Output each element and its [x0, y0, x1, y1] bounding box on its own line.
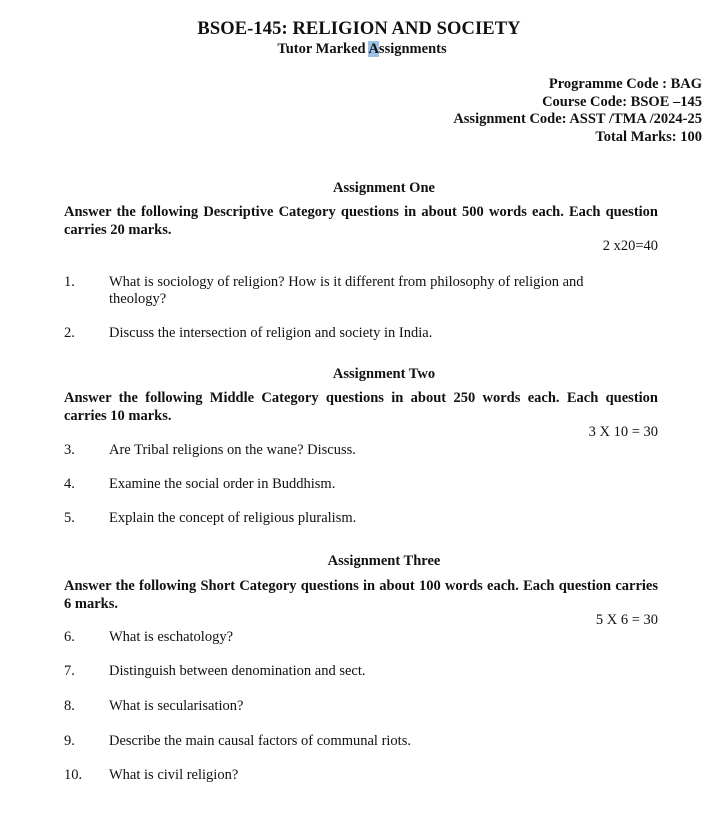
question-number: 2. — [64, 325, 75, 341]
text-selection-highlight: A — [368, 41, 379, 57]
question-number: 10. — [64, 767, 83, 783]
question-text: What is secularisation? — [109, 698, 244, 714]
question-text: Explain the concept of religious pluralism. — [109, 510, 357, 526]
assignment-three-marks: 5 X 6 = 30 — [595, 612, 658, 628]
question-text: What is eschatology? — [109, 629, 234, 645]
question-number: 9. — [64, 733, 75, 749]
question-text: Distinguish between denomination and sect. — [109, 663, 366, 679]
assignment-two-marks: 3 X 10 = 30 — [588, 424, 658, 440]
question-text: What is sociology of religion? How is it different from philosophy of religion and theology? — [109, 274, 584, 307]
assignment-code: Assignment Code: ASST /TMA /2024-25 — [453, 111, 702, 127]
question-text: What is civil religion? — [109, 767, 239, 783]
total-marks: Total Marks: 100 — [595, 128, 702, 145]
assignment-one-heading: Assignment One — [333, 180, 435, 196]
subtitle-text-start: Tutor Marked — [277, 41, 369, 57]
programme-code: Programme Code : BAG — [548, 76, 702, 92]
assignment-three-instruction: Answer the following Short Category questions in about 100 words each. Each question carries 6 marks. — [64, 578, 658, 612]
course-codes-block — [453, 76, 702, 146]
question-number: 7. — [64, 663, 75, 679]
question-number: 8. — [64, 698, 75, 714]
document-subtitle — [0, 41, 718, 58]
question-number: 6. — [64, 629, 75, 645]
document-title: BSOE-145: RELIGION AND SOCIETY — [197, 19, 521, 39]
question-number: 3. — [64, 442, 75, 458]
question-number: 4. — [64, 476, 75, 492]
course-code: Course Code: BSOE –145 — [542, 93, 702, 110]
assignment-one-instruction: Answer the following Descriptive Category questions in about 500 words each. Each question carries 20 marks. — [64, 204, 658, 238]
assignment-three-heading: Assignment Three — [327, 553, 441, 569]
subtitle-text-end: ssignments — [378, 41, 447, 57]
question-number: 1. — [64, 274, 75, 290]
question-text: Are Tribal religions on the wane? Discuss. — [109, 442, 356, 458]
question-number: 5. — [64, 510, 75, 526]
question-text: Describe the main causal factors of communal riots. — [109, 733, 411, 749]
assignment-one-marks: 2 x20=40 — [602, 238, 658, 254]
assignment-two-heading: Assignment Two — [332, 366, 436, 382]
question-text: Examine the social order in Buddhism. — [109, 476, 336, 492]
question-text: Discuss the intersection of religion and society in India. — [109, 325, 433, 341]
assignment-two-instruction: Answer the following Middle Category questions in about 250 words each. Each question carries 10 marks. — [64, 390, 658, 424]
